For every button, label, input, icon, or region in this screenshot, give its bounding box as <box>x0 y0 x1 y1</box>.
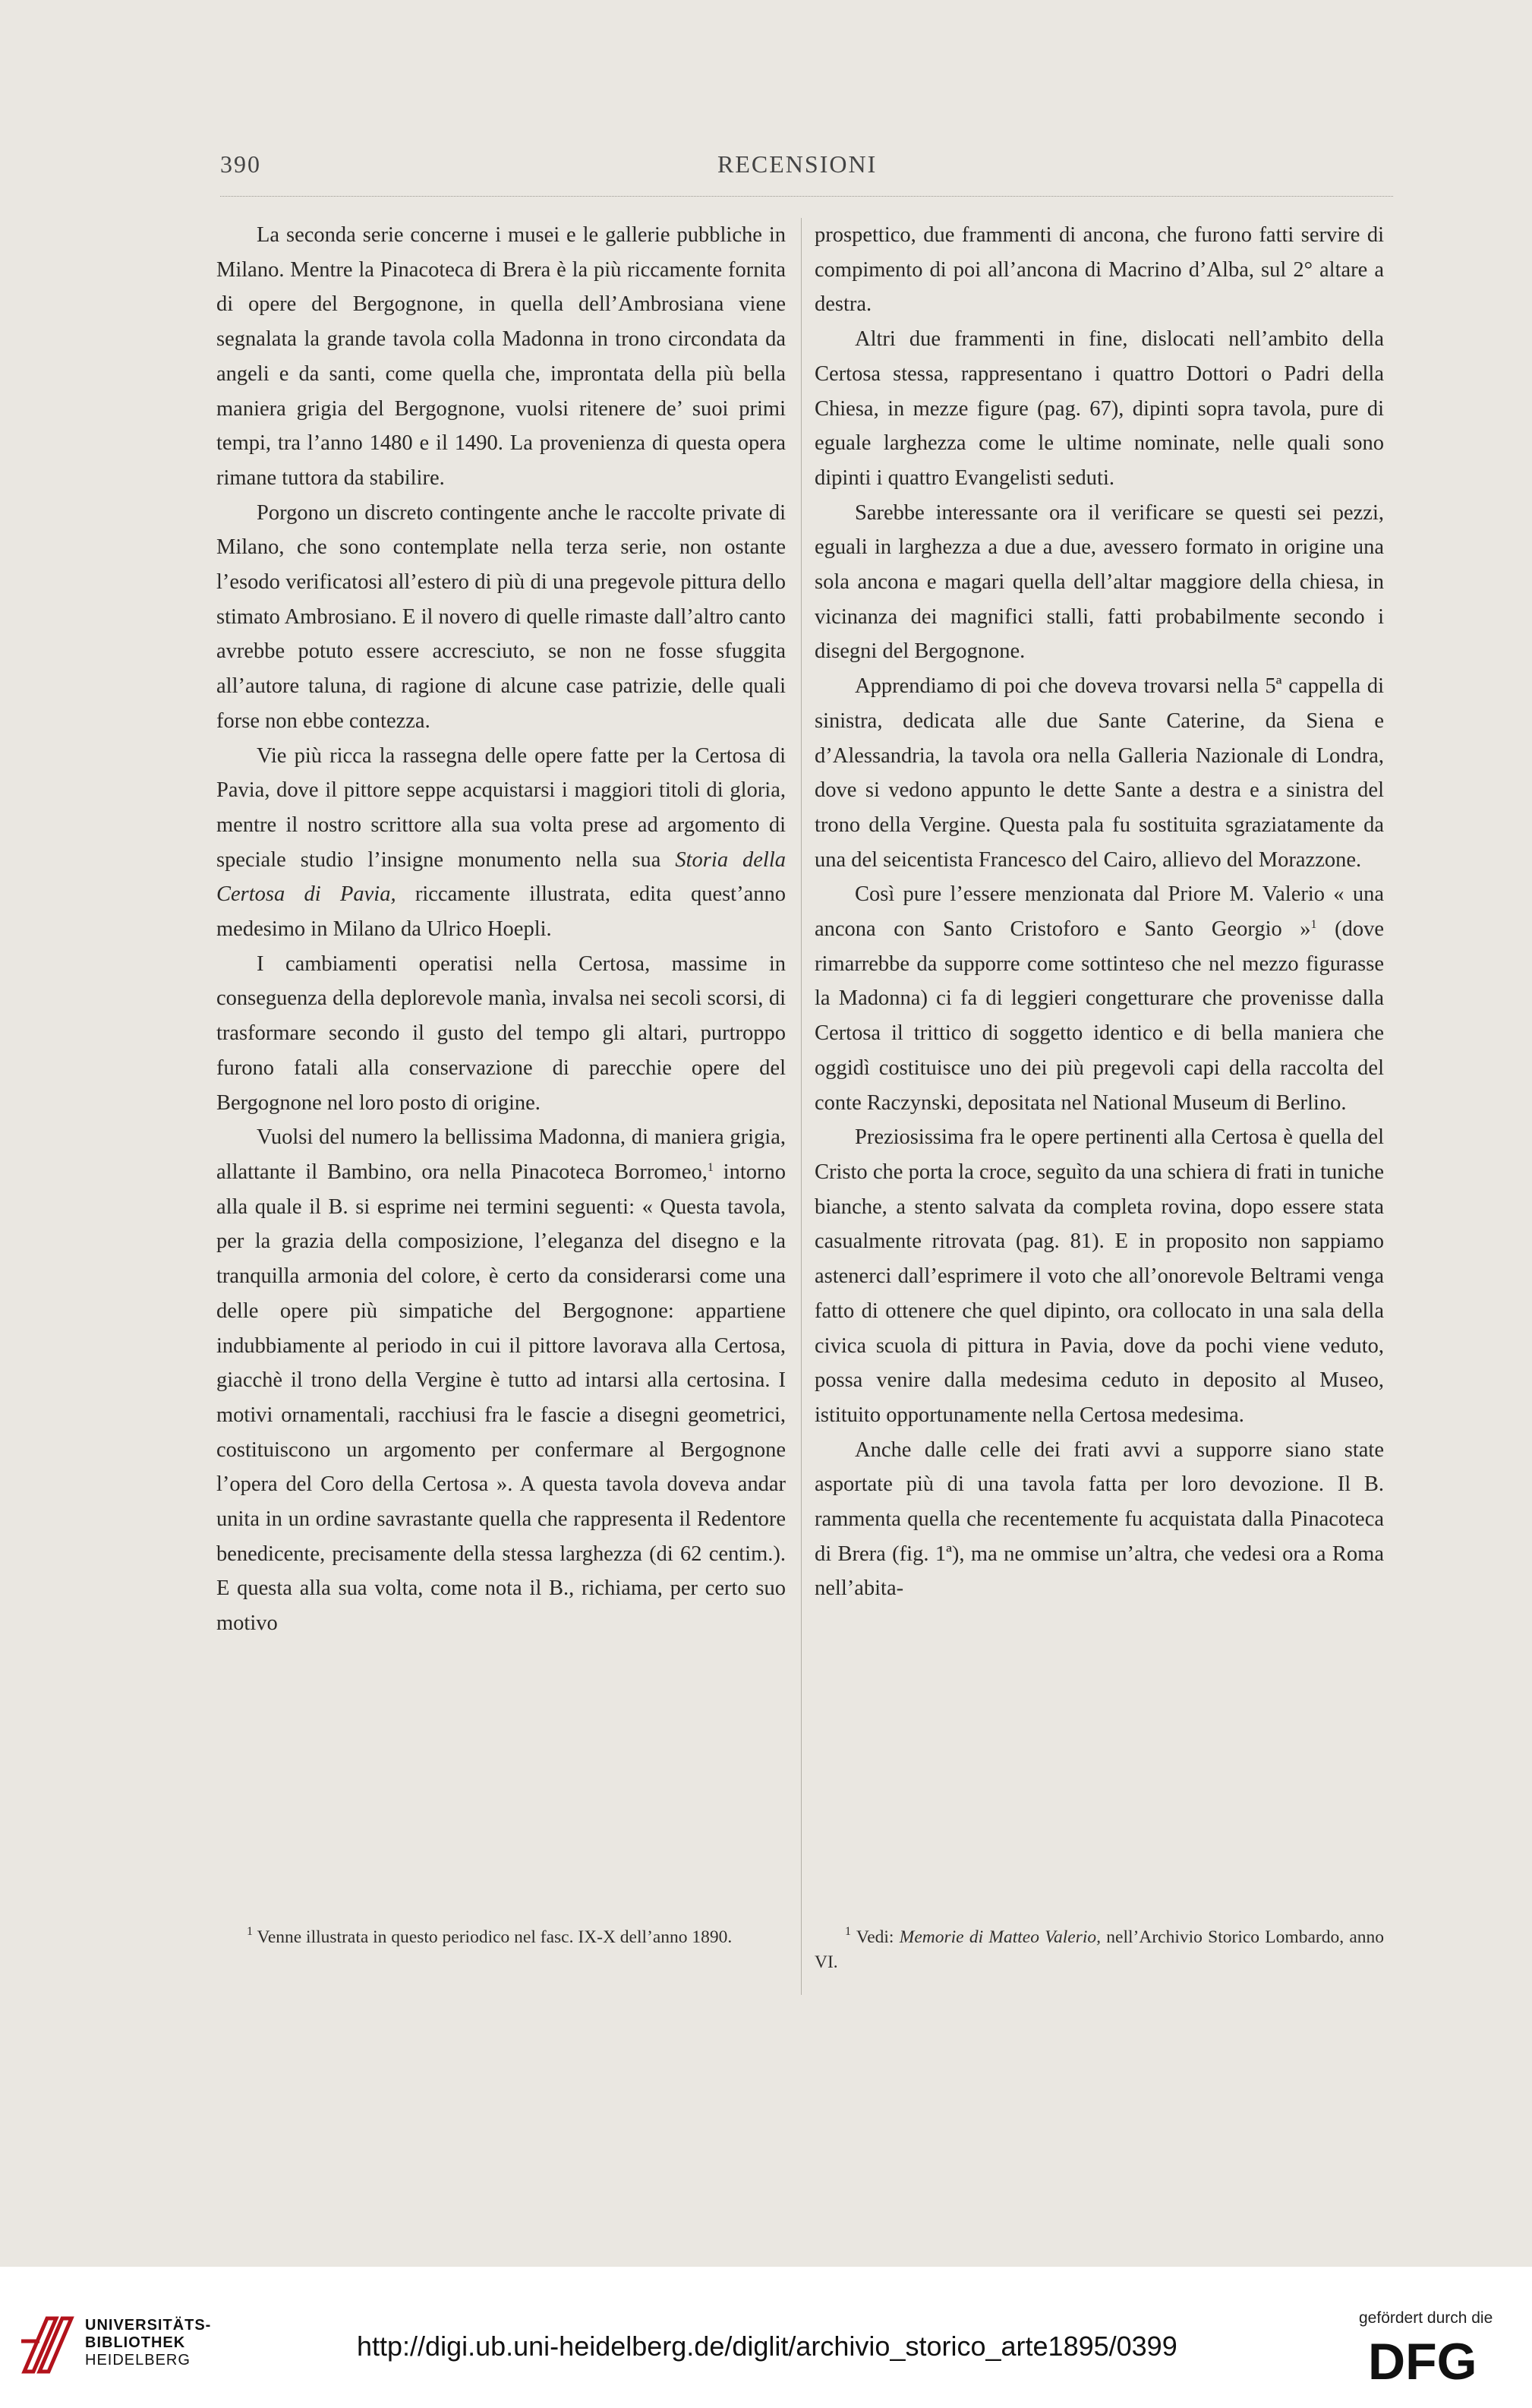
footnote-marker: 1 <box>845 1925 851 1938</box>
paragraph-text: riccamente illustrata, edita quest’anno medesimo in Milano da Ulrico Hoepli. <box>216 882 786 942</box>
footnote-ref: 1 <box>707 1160 714 1174</box>
paragraph: La seconda serie concerne i musei e le gallerie pubbliche in Milano. Mentre la Pinacoteca di Brera è la più riccamente fornita di opere del Bergognone, in quella dell’Ambrosiana viene segnalata la grande tavola colla Madonna in trono circondata da angeli e da santi, come quella che, improntata della più bella maniera grigia del Bergognone, vuolsi ritenere de’ suoi primi tempi, tra l’anno 1480 e il 1490. La provenienza di questa opera rimane tuttora da stabilire. <box>216 223 786 490</box>
left-footnote <box>216 1925 786 1950</box>
university-library-logo <box>17 2311 77 2379</box>
paragraph: Anche dalle celle dei frati avvi a supporre siano state asportate più di una tavola fatta per loro devozione. Il B. rammenta quella che recentemente fu acquistata dalla Pinacoteca di Brera (fig. 1ª), ma ne ommise un’altra, che vedesi ora a Roma nell’abita- <box>815 1438 1384 1601</box>
paragraph <box>216 739 786 947</box>
paragraph: I cambiamenti operatisi nella Certosa, massime in conseguenza della deplorevole manìa, invalsa nei secoli scorsi, di trasformare secondo il gusto del tempo gli altari, purtroppo furono fatali alla conservazione di parecchie opere del Bergognone nel loro posto di origine. <box>216 952 786 1115</box>
dfg-logo-text: DFG <box>1368 2335 1477 2384</box>
library-line: BIBLIOTHEK <box>85 2334 186 2351</box>
paragraph: Preziosissima fra le opere pertinenti alla Certosa è quella del Cristo che porta la croce, seguìto da una schiera di frati in tuniche bianche, a stento salvata da completa rovina, dopo essere stata casualmente ritrovata (pag. 81). E in proposito non sappiamo astenerci dall’esprimere il voto che all’onorevole Beltrami venga fatto di ottenere che quel dipinto, ora collocato in una sala della civica scuola di pittura in Pavia, dove da pochi viene veduto, possa venire dalla medesima ceduto in deposito al Museo, istituito opportunamente nella Certosa medesima. <box>815 1125 1384 1427</box>
left-column <box>216 218 786 1641</box>
paragraph-text: Così pure l’essere menzionata dal Priore M. Valerio « una ancona con Santo Cristoforo e Santo Georgio » <box>815 882 1384 942</box>
paragraph: Sarebbe interessante ora il verificare se questi sei pezzi, eguali in larghezza a due a due, avessero formato in origine una sola ancona e magari quella dell’altar maggiore della chiesa, in vicinanza dei magnifici stalli, fatti probabilmente secondo i disegni del Bergognone. <box>815 500 1384 664</box>
page-number: 390 <box>220 150 261 178</box>
paragraph: Apprendiamo di poi che doveva trovarsi nella 5ª cappella di sinistra, dedicata alle due Sante Caterine, da Siena e d’Alessandria, la tavola ora nella Galleria Nazionale di Londra, dove si vedono appunto le dette Sante a destra e a sinistra del trono della Vergine. Questa pala fu sostituita sgraziatamente da una del seicentista Francesco del Cairo, allievo del Morazzone. <box>815 674 1384 872</box>
library-line: UNIVERSITÄTS- <box>85 2317 212 2334</box>
paragraph: prospettico, due frammenti di ancona, che furono fatti servire di compimento di poi all’ancona di Macrino d’Alba, sul 2° altare a destra. <box>815 223 1384 317</box>
paragraph-text: intorno alla quale il B. si esprime nei termini seguenti: « Questa tavola, per la grazia della composizione, l’eleganza del disegno e la tranquilla armonia del colore, è certo da considerarsi come una delle opere più simpatiche del Bergognone: appartiene indubbiamente al periodo in cui il pittore lavorava alla Certosa, giacchè il trono della Vergine è tutto ad intarsi alla certosina. I motivi ornamentali, racchiusi fra le fascie a disegni geometrici, costituiscono un argomento per confermare al Bergognone l’opera del Coro della Certosa ». A questa tavola doveva andar unita in un ordine savrastante quella che rappresenta il Redentore benedicente, precisamente della stessa larghezza (di 62 centim.). E questa alla sua volta, come nota il B., richiama, per certo suo motivo <box>216 1160 786 1636</box>
paragraph-text: Vie più ricca la rassegna delle opere fatte per la Certosa di Pavia, dove il pittore seppe acquistarsi i maggiori titoli di gloria, mentre il nostro scrittore alla sua volta prese ad argomento di speciale studio l’insigne monumento nella sua <box>216 743 786 872</box>
digitization-footer <box>0 2267 1532 2408</box>
library-line: HEIDELBERG <box>85 2352 191 2369</box>
footnote <box>815 1925 1384 1975</box>
library-name <box>85 2317 211 2369</box>
footnote-text: nell’Archivio Storico Lombardo, anno VI. <box>815 1927 1385 1972</box>
running-head: RECENSIONI <box>717 150 878 178</box>
footnote <box>216 1925 786 1950</box>
paragraph-text: (dove rimarrebbe da supporre come sottinteso che nel mezzo figurasse la Madonna) ci fa di leggieri congetturare che provenisse dalla Certosa il trittico di soggetto identico e di bella maniera che oggidì costituisce uno dei più pregevoli capi della raccolta del conte Raczynski, depositata nel National Museum di Berlino. <box>815 917 1384 1115</box>
permalink[interactable]: http://digi.ub.uni-heidelberg.de/diglit/archivio_storico_arte1895/0399 <box>357 2331 1177 2362</box>
book-title: Storia della Certosa di Pavia, <box>216 847 786 907</box>
dfg-logo <box>1367 2335 1511 2384</box>
footnote-text: Venne illustrata in questo periodico nel fasc. IX-X dell’anno 1890. <box>257 1927 733 1947</box>
footnote-ref: 1 <box>1310 918 1317 932</box>
paragraph: Altri due frammenti in fine, dislocati nell’ambito della Certosa stessa, rappresentano i quattro Dottori o Padri della Chiesa, in mezze figure (pag. 67), dipinti sopra tavola, pure di eguale larghezza come le ultime nominate, nelle quali sono dipinti i quattro Evangelisti seduti. <box>815 327 1384 490</box>
paragraph: Porgono un discreto contingente anche le raccolte private di Milano, che sono contemplate nella terza serie, non ostante l’esodo verificatosi all’estero di più di una pregevole pittura dello stimato Ambrosiano. E il novero di quelle rimaste dall’altro canto avrebbe potuto essere accresciuto, se non ne fosse sfuggita all’autore taluna, di ragione di alcune case patrizie, delle quali forse non ebbe contezza. <box>216 500 786 733</box>
column-divider <box>801 218 802 1995</box>
footnote-prefix: Vedi: <box>856 1927 894 1947</box>
paragraph <box>815 877 1384 1120</box>
footnote-title: Memorie di Matteo Valerio, <box>899 1927 1101 1947</box>
paragraph-text: Vuolsi del numero la bellissima Madonna, di maniera grigia, allattante il Bambino, ora nella Pinacoteca Borromeo, <box>216 1125 786 1184</box>
paragraph <box>216 1120 786 1641</box>
footnote-marker: 1 <box>247 1925 253 1938</box>
funding-caption: gefördert durch die <box>1359 2309 1493 2327</box>
right-footnote <box>815 1925 1384 1975</box>
right-column <box>815 218 1384 1606</box>
header-rule <box>220 196 1393 197</box>
